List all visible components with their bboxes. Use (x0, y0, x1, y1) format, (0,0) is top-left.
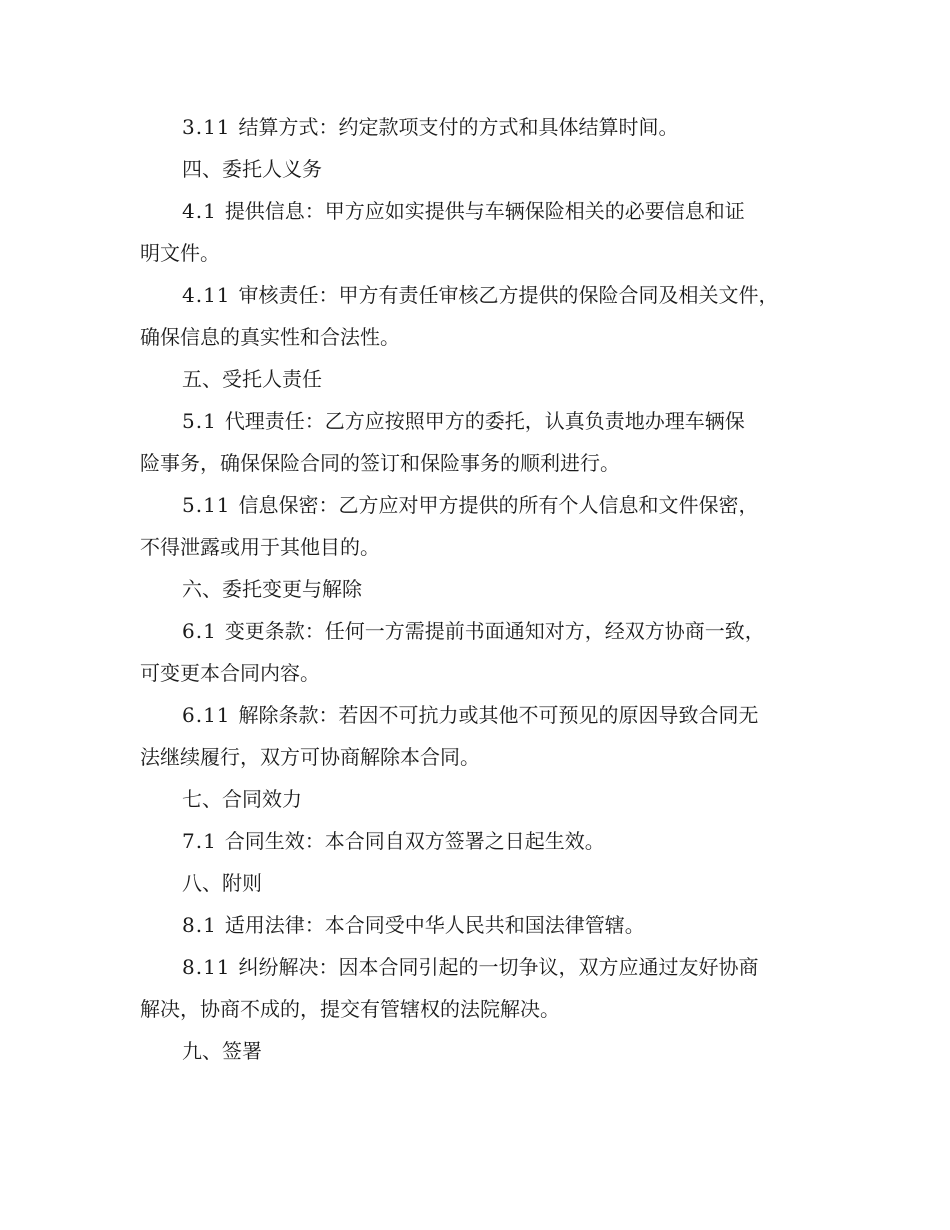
clause-number: 8.1 (182, 913, 217, 937)
document-line (140, 316, 822, 358)
clause-number: 8.11 (182, 955, 231, 979)
clause-number: 5.11 (182, 493, 231, 517)
line-text: 确保信息的真实性和合法性。 (140, 325, 400, 349)
line-text: 解除条款：若因不可抗力或其他不可预见的原因导致合同无 (238, 703, 759, 727)
document-line (140, 358, 822, 400)
line-text: 合同生效：本合同自双方签署之日起生效。 (224, 829, 605, 853)
line-text: 法继续履行，双方可协商解除本合同。 (140, 745, 480, 769)
document-line (140, 736, 822, 778)
document-line (140, 232, 822, 274)
clause-number: 4.11 (182, 283, 231, 307)
line-text: 解决，协商不成的，提交有管辖权的法院解决。 (140, 997, 560, 1021)
line-text: 可变更本合同内容。 (140, 661, 320, 685)
line-text: 纠纷解决：因本合同引起的一切争议，双方应通过友好协商 (238, 955, 759, 979)
document-body (140, 106, 822, 1072)
line-text: 不得泄露或用于其他目的。 (140, 535, 380, 559)
document-line (140, 946, 822, 988)
document-line (140, 778, 822, 820)
clause-number: 5.1 (182, 409, 217, 433)
line-text: 明文件。 (140, 241, 220, 265)
line-text: 四、委托人义务 (182, 157, 322, 181)
document-line (140, 820, 822, 862)
line-text: 适用法律：本合同受中华人民共和国法律管辖。 (224, 913, 645, 937)
line-text: 七、合同效力 (182, 787, 302, 811)
clause-number: 7.1 (182, 829, 217, 853)
line-text: 九、签署 (182, 1039, 262, 1063)
line-text: 代理责任：乙方应按照甲方的委托，认真负责地办理车辆保 (224, 409, 745, 433)
document-line (140, 442, 822, 484)
document-line (140, 484, 822, 526)
line-text: 提供信息：甲方应如实提供与车辆保险相关的必要信息和证 (224, 199, 745, 223)
document-line (140, 526, 822, 568)
document-line (140, 904, 822, 946)
document-line (140, 862, 822, 904)
clause-number: 6.1 (182, 619, 217, 643)
clause-number: 6.11 (182, 703, 231, 727)
line-text: 变更条款：任何一方需提前书面通知对方，经双方协商一致， (224, 619, 765, 643)
document-line (140, 400, 822, 442)
document-line (140, 988, 822, 1030)
document-line (140, 274, 822, 316)
clause-number: 4.1 (182, 199, 217, 223)
clause-number: 3.11 (182, 115, 231, 139)
document-line (140, 1030, 822, 1072)
line-text: 信息保密：乙方应对甲方提供的所有个人信息和文件保密， (238, 493, 759, 517)
document-line (140, 148, 822, 190)
line-text: 结算方式：约定款项支付的方式和具体结算时间。 (238, 115, 679, 139)
document-line (140, 694, 822, 736)
document-line (140, 106, 822, 148)
document-line (140, 190, 822, 232)
line-text: 审核责任：甲方有责任审核乙方提供的保险合同及相关文件， (238, 283, 779, 307)
document-line (140, 568, 822, 610)
line-text: 五、受托人责任 (182, 367, 322, 391)
document-line (140, 610, 822, 652)
line-text: 险事务，确保保险合同的签订和保险事务的顺利进行。 (140, 451, 620, 475)
document-line (140, 652, 822, 694)
line-text: 六、委托变更与解除 (182, 577, 362, 601)
line-text: 八、附则 (182, 871, 262, 895)
